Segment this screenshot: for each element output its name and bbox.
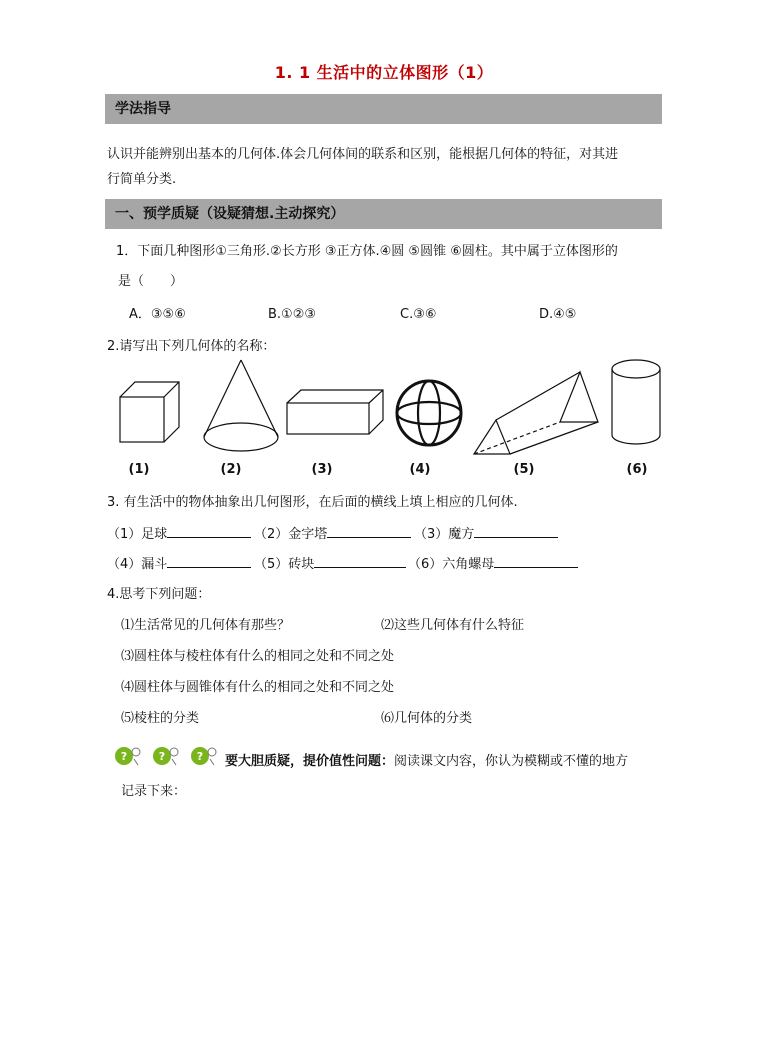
note-line2: 记录下来： [121,784,187,799]
q1-line2: 是（ ） [118,274,184,289]
section-heading-guide: 学法指导 [105,94,662,124]
answer-blank[interactable] [167,553,251,568]
sphere-figure [394,378,464,448]
answer-blank[interactable] [474,523,558,538]
svg-text:?: ? [196,750,204,763]
q3-item-6-label: （6）六角螺母 [408,557,495,572]
svg-text:?: ? [120,750,128,763]
cone-figure [202,358,280,454]
q3-item-2 [254,523,411,545]
q4-item-1: ⑴生活常见的几何体有那些？ [121,618,291,633]
note-text: 阅读课文内容，你认为模糊或不懂的地方 [394,754,629,769]
q4-item-6: ⑹几何体的分类 [381,711,473,726]
svg-text:?: ? [158,750,166,763]
q4-item-2: ⑵这些几何体有什么特征 [381,618,525,633]
figure-label-3: (3) [311,462,333,477]
figure-label-2: (2) [220,462,242,477]
guide-text-line1: 认识并能辨别出基本的几何体.体会几何体间的联系和区别，能根据几何体的特征，对其进 [107,147,619,162]
q4-item-4: ⑷圆柱体与圆锥体有什么的相同之处和不同之处 [121,680,395,695]
page-title: 1. 1 生活中的立体图形（1） [274,63,494,82]
q3-item-3 [414,523,558,545]
q2-prompt: 2.请写出下列几何体的名称： [107,339,276,354]
figure-label-1: (1) [128,462,150,477]
q3-item-4-label: （4）漏斗 [107,557,168,572]
cube-figure [118,380,182,444]
answer-blank[interactable] [327,523,411,538]
question-icons [113,743,223,769]
q4-prompt: 4.思考下列问题： [107,587,211,602]
section-heading-preview: 一、预学质疑（设疑猜想.主动探究） [105,199,662,229]
q3-item-1 [107,523,251,545]
cuboid-figure [285,388,385,436]
q3-item-6 [408,553,578,575]
question-bubble-icon [113,743,223,769]
q1-option-c: C.③⑥ [400,307,437,322]
q3-item-4 [107,553,251,575]
q3-item-5-label: （5）砖块 [254,557,315,572]
q3-prompt: 3. 有生活中的物体抽象出几何图形，在后面的横线上填上相应的几何体. [107,495,518,510]
figure-label-5: (5) [513,462,535,477]
triangular-prism-figure [472,370,600,456]
cylinder-figure [610,358,662,446]
q1-option-d: D.④⑤ [539,307,577,322]
q3-item-3-label: （3）魔方 [414,527,475,542]
q1-option-a: A．③⑤⑥ [129,307,186,322]
q3-item-5 [254,553,406,575]
q4-item-3: ⑶圆柱体与棱柱体有什么的相同之处和不同之处 [121,649,395,664]
q1-option-b: B.①②③ [268,307,317,322]
answer-blank[interactable] [494,553,578,568]
note-line1 [225,752,628,772]
q4-item-5: ⑸棱柱的分类 [121,711,200,726]
q3-item-2-label: （2）金字塔 [254,527,328,542]
q3-item-1-label: （1）足球 [107,527,168,542]
figure-label-6: (6) [626,462,648,477]
answer-blank[interactable] [314,553,406,568]
note-bold: 要大胆质疑，提价值性问题： [225,754,395,769]
guide-text-line2: 行简单分类. [107,172,177,187]
answer-blank[interactable] [167,523,251,538]
figure-label-4: (4) [409,462,431,477]
q1-line1: 1．下面几种图形①三角形.②长方形 ③正方体.④圆 ⑤圆锥 ⑥圆柱。其中属于立体图形的 [116,244,618,259]
